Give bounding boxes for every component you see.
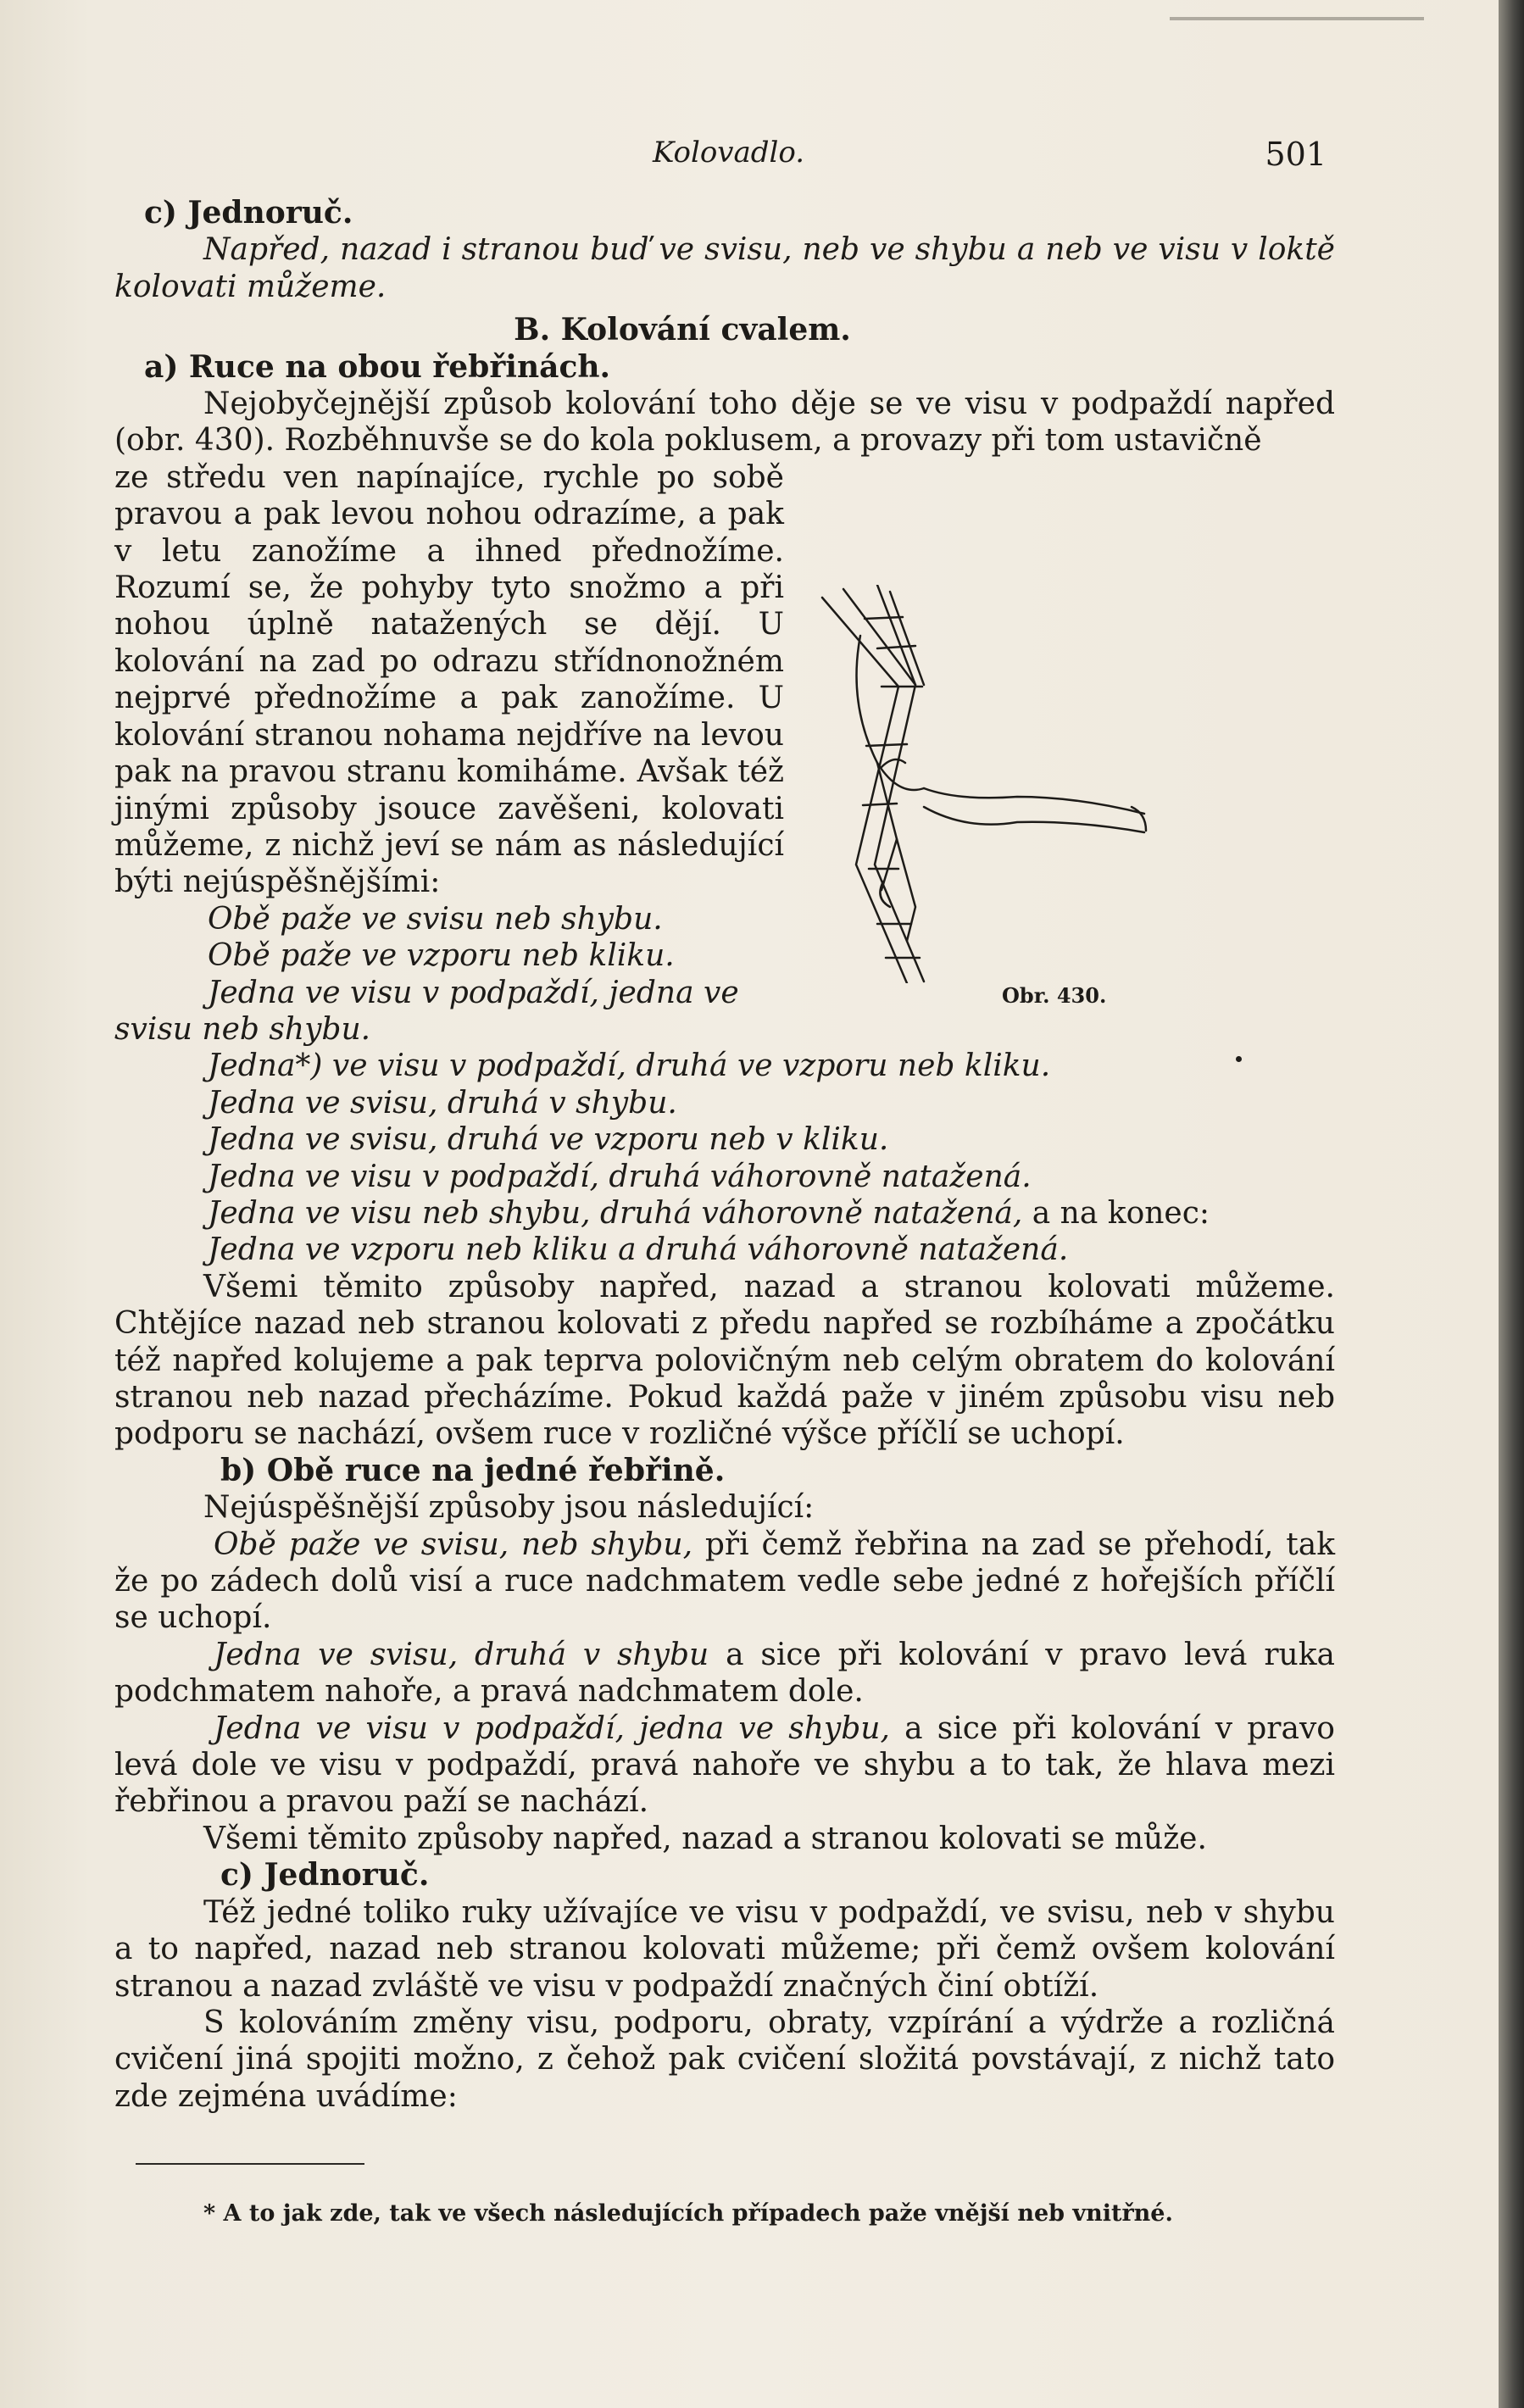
list-item [114, 1195, 1335, 1232]
list-item: Obě paže ve svisu neb shybu. [208, 901, 663, 937]
section-heading-jednoruc: c) Jednoruč. [144, 195, 353, 231]
list-item-italic: Jedna ve visu neb shybu, druhá váhorovně natažená, [208, 1195, 1023, 1231]
list-item: Jedna ve svisu, druhá ve vzporu neb v kliku. [208, 1122, 889, 1158]
paragraph-vsemi-temito-2: Všemi těmito způsoby napřed, nazad a stranou kolovati se může. [203, 1821, 1207, 1856]
figure-caption: Obr. 430. [1002, 983, 1107, 1008]
list-item-rest: a na konec: [1032, 1195, 1210, 1231]
paragraph-nejuspesnejsi: Nejúspěšnější způsoby jsou následující: [203, 1490, 815, 1526]
section-heading-jednoruc-2: c) Jednoruč. [220, 1857, 430, 1894]
footnote: * A to jak zde, tak ve všech následujících případech paže vnější neb vnitřné. [203, 2200, 1173, 2227]
list-item: Jedna ve vzporu neb kliku a druhá váhorovně natažená. [208, 1232, 1069, 1268]
list-item: Jedna ve svisu, druhá v shybu. [208, 1085, 677, 1121]
figure-430-illustration [797, 585, 1153, 983]
page-number: 501 [1265, 136, 1327, 173]
paragraph-nejobycejnejsi: Nejobyčejnější způsob kolování toho děje se ve visu v podpaždí napřed (obr. 430). Rozběhnuvše se do kola poklusem, a provazy při tom ustavičně [114, 387, 1335, 459]
print-speck [1236, 1056, 1242, 1062]
list-item: Obě paže ve vzporu neb kliku. [208, 938, 675, 974]
list-item: Jedna*) ve visu v podpaždí, druhá ve vzporu neb kliku. [208, 1048, 1051, 1084]
list-item: Jedna ve visu v podpaždí, jedna ve svisu neb shybu. [114, 975, 739, 1047]
emphasis: Jedna ve svisu, druhá v shybu [214, 1637, 709, 1672]
paragraph-jednoruc: Napřed, nazad i stranou buď ve svisu, neb ve shybu a neb ve visu v loktě kolovati můžeme. [114, 232, 1335, 304]
emphasis: Obě paže ve svisu, neb shybu, [214, 1527, 693, 1562]
paragraph-vsemi-temito: Všemi těmito způsoby napřed, nazad a stranou kolovati můžeme. Chtějíce nazad neb stranou kolovati z předu napřed se rozbíháme a zpočátku též napřed kolujeme a pak teprva polovičným neb celým obratem do kolování stranou neb nazad přecházíme. Pokud každá paže v jiném způsobu visu neb podporu se nachází, ovšem ruce v rozličné výšce příčlí se uchopí. [114, 1269, 1335, 1452]
paragraph-tez-jedne: Též jedné toliko ruky užívajíce ve visu v podpaždí, ve svisu, neb v shybu a to napřed, nazad neb stranou kolovati můžeme; při čemž ovšem kolování stranou a nazad zvláště ve visu v podpaždí značných činí obtíží. [114, 1894, 1335, 2004]
paragraph-jedna-ve-visu [114, 1710, 1335, 1821]
paragraph-text: a sice při kolování v pravo levá dole ve visu v podpaždí, pravá nahoře ve shybu a to tak, že hlava mezi řebřinou a pravou paží se nachází. [114, 1710, 1335, 1820]
top-rule [1170, 17, 1424, 20]
page-body [114, 195, 1335, 2115]
paragraph-nejobycejnejsi-wrap: ze středu ven napínajíce, rychle po sobě pravou a pak levou nohou odrazíme, a pak v letu zanožíme a ihned přednožíme. Rozumí se, že pohyby tyto snožmo a při nohou úplně natažených se dějí. U kolování na zad po odrazu střídnonožném nejprvé přednožíme a pak zanožíme. U kolování stranou nohama nejdříve na levou pak na pravou stranu komiháme. Avšak též jinými způsoby jsouce zavěšeni, kolovati můžeme, z nichž jeví se nám as následující býti nejúspěšnějšími: [114, 459, 784, 900]
paragraph-jedna-ve-svisu [114, 1637, 1335, 1710]
section-heading-obe-ruce: b) Obě ruce na jedné řebřině. [220, 1452, 726, 1488]
running-title: Kolovadlo. [653, 136, 805, 170]
paragraph-s-kolovanim: S kolováním změny visu, podporu, obraty, vzpírání a výdrže a rozličná cvičení jiná spojiti možno, z čehož pak cvičení složitá povstávají, z nichž tato zde zejména uvádíme: [114, 2005, 1335, 2114]
emphasis: Jedna ve visu v podpaždí, jedna ve shybu, [214, 1710, 890, 1746]
footnote-rule [136, 2163, 364, 2165]
section-heading-cvalem: B. Kolování cvalem. [514, 312, 851, 348]
paragraph-obe-paze [114, 1527, 1335, 1637]
paragraph-text: při čemž řebřina na zad se přehodí, tak že po zádech dolů visí a ruce nadchmatem vedle sebe jedné z hořejších příčlí se uchopí. [114, 1527, 1336, 1636]
paragraph-text: a sice při kolování v pravo levá ruka podchmatem nahoře, a pravá nadchmatem dole. [114, 1637, 1336, 1710]
list-item: Jedna ve visu v podpaždí, druhá váhorovně natažená. [208, 1159, 1032, 1194]
section-heading-ruce-na-obou: a) Ruce na obou řebřinách. [144, 348, 611, 385]
page-edge [1499, 0, 1524, 2408]
page-header [114, 136, 1327, 178]
